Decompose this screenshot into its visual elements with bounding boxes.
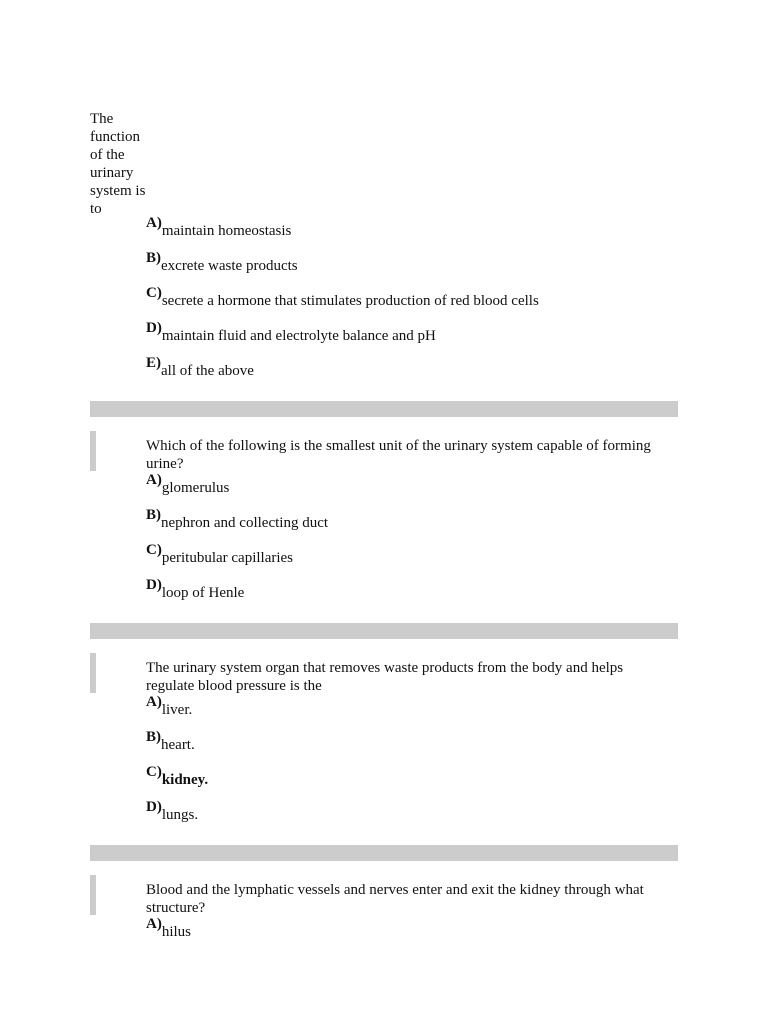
answer-letter: E)	[146, 355, 161, 371]
answer-option[interactable]	[146, 356, 678, 391]
answer-letter: A)	[146, 916, 162, 932]
answer-option[interactable]	[146, 508, 678, 543]
answer-letter: D)	[146, 320, 162, 336]
answer-letter: C)	[146, 764, 162, 780]
question-divider	[90, 401, 678, 417]
question-1	[90, 110, 678, 218]
question-text: The function of the urinary system is to	[90, 111, 146, 217]
answer-text: secrete a hormone that stimulates production of red blood cells	[161, 293, 539, 309]
question-3	[90, 639, 678, 835]
question-text: Blood and the lymphatic vessels and nerves enter and exit the kidney through what structure?	[146, 882, 644, 916]
answer-option-correct[interactable]	[146, 765, 678, 800]
answer-letter: C)	[146, 542, 162, 558]
answer-text: maintain homeostasis	[161, 223, 292, 239]
answer-letter: A)	[146, 472, 162, 488]
question-marker-bar	[90, 875, 96, 915]
answer-list	[146, 695, 678, 835]
question-number: 4	[90, 860, 97, 872]
answer-letter: B)	[146, 729, 161, 745]
question-number: 2	[90, 416, 97, 428]
answer-text: heart.	[161, 737, 195, 753]
answer-text: excrete waste products	[161, 258, 298, 274]
answer-option[interactable]	[146, 251, 678, 286]
answer-option[interactable]	[146, 917, 678, 952]
question-divider	[90, 623, 678, 639]
answer-text: all of the above	[161, 363, 254, 379]
answer-text: nephron and collecting duct	[161, 515, 329, 531]
answer-letter: C)	[146, 285, 162, 301]
question-4	[90, 861, 678, 952]
question-2	[90, 417, 678, 613]
answer-text: liver.	[161, 702, 193, 718]
answer-letter: D)	[146, 799, 162, 815]
answer-text: hilus	[161, 924, 192, 940]
answer-option[interactable]	[146, 695, 678, 730]
question-marker-bar	[90, 653, 96, 693]
answer-option[interactable]	[146, 286, 678, 321]
question-text: The urinary system organ that removes waste products from the body and helps regulate blood pressure is the	[146, 660, 624, 694]
question-divider	[90, 845, 678, 861]
answer-letter: B)	[146, 250, 161, 266]
quiz	[90, 110, 678, 952]
question-number: 3	[90, 638, 97, 650]
answer-option[interactable]	[146, 473, 678, 508]
answer-option[interactable]	[146, 730, 678, 765]
answer-option[interactable]	[146, 216, 678, 251]
answer-option[interactable]	[146, 543, 678, 578]
answer-option[interactable]	[146, 800, 678, 835]
answer-option[interactable]	[146, 321, 678, 356]
answer-letter: A)	[146, 694, 162, 710]
answer-text: lungs.	[161, 807, 199, 823]
question-text: Which of the following is the smallest unit of the urinary system capable of forming urine?	[146, 438, 651, 472]
answer-list	[146, 917, 678, 952]
answer-option[interactable]	[146, 578, 678, 613]
answer-text: glomerulus	[161, 480, 230, 496]
answer-text: loop of Henle	[161, 585, 245, 601]
answer-list	[146, 473, 678, 613]
answer-list	[90, 216, 678, 391]
answer-letter: B)	[146, 507, 161, 523]
answer-text: peritubular capillaries	[161, 550, 294, 566]
answer-text: kidney.	[161, 772, 209, 788]
answer-letter: A)	[146, 215, 162, 231]
answer-text: maintain fluid and electrolyte balance and pH	[161, 328, 436, 344]
answer-letter: D)	[146, 577, 162, 593]
question-marker-bar	[90, 431, 96, 471]
